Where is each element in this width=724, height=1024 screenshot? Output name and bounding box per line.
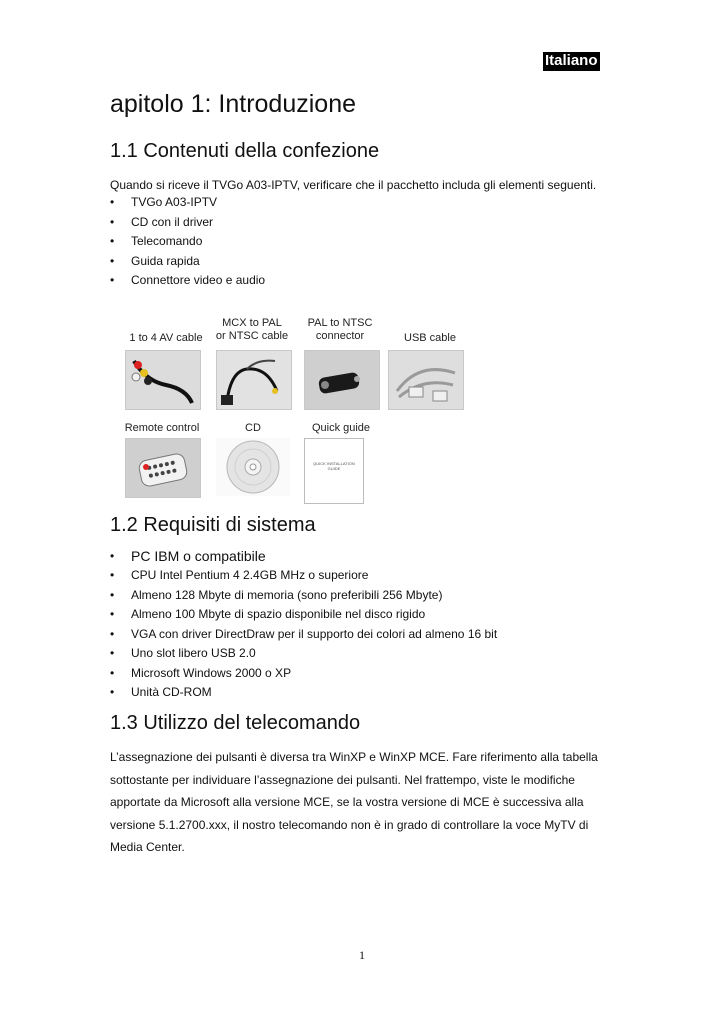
figure-caption: 1 to 4 AV cable [129, 332, 203, 344]
package-contents-list [110, 193, 265, 291]
list-item: • PC IBM o compatibile [110, 546, 497, 566]
figure-caption: CD [245, 422, 261, 434]
list-item: • Almeno 100 Mbyte di spazio disponibile nel disco rigido [110, 605, 497, 625]
figure-cell-remote [120, 422, 204, 435]
package-contents-figure [120, 312, 490, 502]
chapter-title: apitolo 1: Introduzione [110, 90, 357, 118]
figure-cell-mcx-cable [212, 317, 292, 343]
section-title-contents: 1.1 Contenuti della confezione [110, 140, 380, 162]
page-number: 1 [359, 948, 365, 962]
list-item: • Uno slot libero USB 2.0 [110, 644, 497, 664]
remote-control-image [125, 438, 201, 498]
figure-caption: Remote control [124, 422, 200, 434]
figure-caption: PAL to NTSC connector [307, 317, 373, 342]
figure-cell-usb-cable [388, 332, 472, 345]
quick-guide-cover-text: QUICK INSTALLATION GUIDE [313, 461, 355, 471]
list-item: • CD con il driver [110, 213, 265, 233]
language-badge: Italiano [545, 52, 598, 69]
list-item: • Microsoft Windows 2000 o XP [110, 664, 497, 684]
figure-cell-quick-guide [304, 422, 378, 435]
list-item: • Telecomando [110, 232, 265, 252]
mcx-cable-image [216, 350, 292, 410]
figure-cell-cd [216, 422, 290, 435]
pal-connector-image [304, 350, 380, 410]
list-item: • TVGo A03-IPTV [110, 193, 265, 213]
figure-cell-av-cable [120, 332, 212, 345]
figure-caption: Quick guide [311, 422, 371, 434]
quick-guide-image [304, 438, 364, 504]
cd-image [216, 438, 290, 496]
section-title-requirements: 1.2 Requisiti di sistema [110, 514, 316, 536]
contents-intro: Quando si riceve il TVGo A03-IPTV, verificare che il pacchetto includa gli elementi seguenti. [110, 178, 597, 192]
section-title-remote-usage: 1.3 Utilizzo del telecomando [110, 712, 361, 734]
list-item: • Connettore video e audio [110, 271, 265, 291]
figure-caption: MCX to PAL or NTSC cable [215, 317, 289, 342]
list-item: • VGA con driver DirectDraw per il supporto dei colori ad almeno 16 bit [110, 625, 497, 645]
list-item: • Almeno 128 Mbyte di memoria (sono preferibili 256 Mbyte) [110, 586, 497, 606]
list-item: • Guida rapida [110, 252, 265, 272]
av-cable-image [125, 350, 201, 410]
list-item: • CPU Intel Pentium 4 2.4GB MHz o superiore [110, 566, 497, 586]
list-item: • Unità CD-ROM [110, 683, 497, 703]
usb-cable-image [388, 350, 464, 410]
remote-usage-paragraph: L’assegnazione dei pulsanti è diversa tra WinXP e WinXP MCE. Fare riferimento alla tabella sottostante per individuare l’assegnazione dei pulsanti. Nel frattempo, viste le modifiche apportate da Microsoft alla versione MCE, se la vostra versione di MCE è successiva alla versione 5.1.2700.xxx, il nostro telecomando non è in grado di controllare la voce MyTV di Media Center. [110, 750, 598, 854]
figure-cell-pal-connector [300, 317, 380, 343]
figure-caption: USB cable [404, 332, 456, 344]
system-requirements-list [110, 546, 497, 703]
